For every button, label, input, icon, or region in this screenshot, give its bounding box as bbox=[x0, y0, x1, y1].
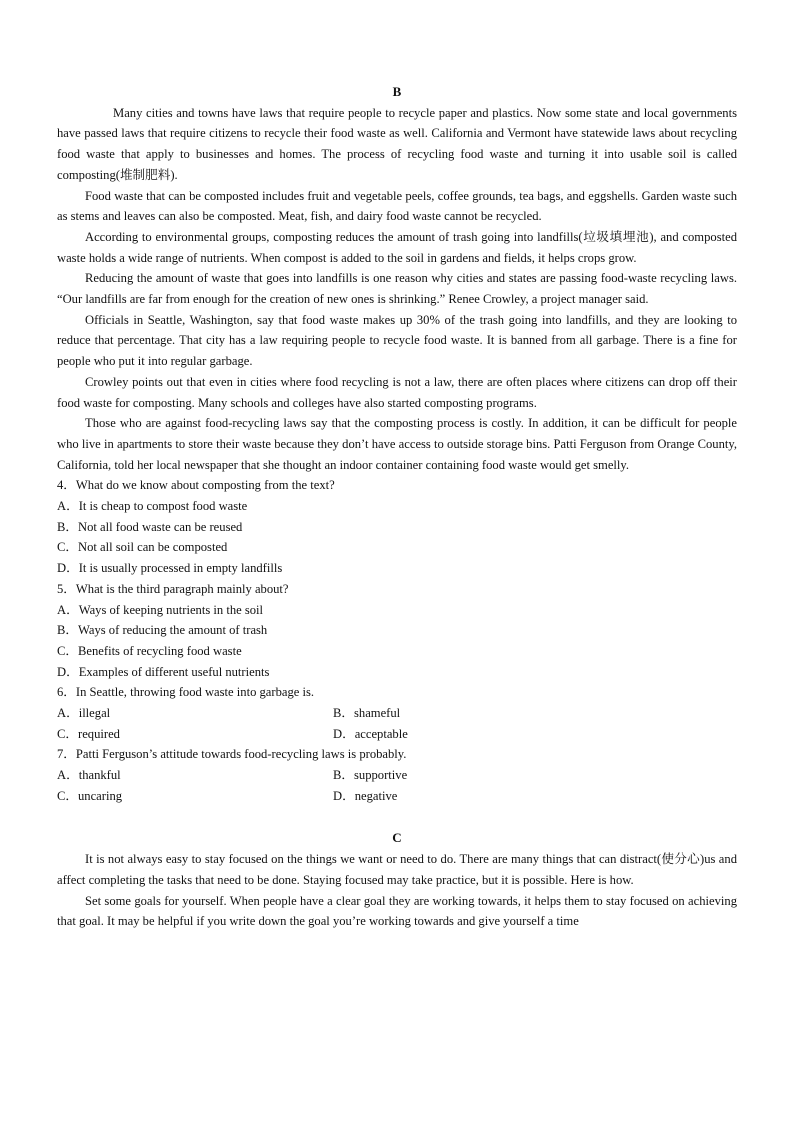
option-b: B．Ways of reducing the amount of trash bbox=[57, 623, 268, 638]
option-d: D．Examples of different useful nutrients bbox=[57, 664, 270, 679]
option-c: C．required bbox=[57, 726, 120, 741]
option-list bbox=[57, 600, 737, 683]
question-stem: 5．What is the third paragraph mainly about? bbox=[57, 581, 289, 596]
section-c-paragraph-1: It is not always easy to stay focused on the things we want or need to do. There are many things that can distract(使分心)us and affect completing the tasks that need to be done. Staying focused may take practice, but it is possible. Here is how. bbox=[57, 852, 737, 887]
option-d: D．negative bbox=[333, 788, 398, 803]
option-a: A．Ways of keeping nutrients in the soil bbox=[57, 602, 264, 617]
section-spacer bbox=[57, 806, 737, 828]
option-b: B．shameful bbox=[333, 705, 401, 720]
option-a: A．illegal bbox=[57, 705, 111, 720]
option-a: A．It is cheap to compost food waste bbox=[57, 499, 248, 514]
section-b-paragraph-1: Many cities and towns have laws that require people to recycle paper and plastics. Now some state and local governments have passed laws that require citizens to recycle their food waste as well. California and Vermont have statewide laws about recycling food waste that apply to businesses and homes. The process of recycling food waste and turning it into usable soil is called composting(堆制肥料). bbox=[57, 105, 737, 182]
question-6 bbox=[57, 682, 737, 744]
question-stem: 6．In Seattle, throwing food waste into garbage is. bbox=[57, 685, 315, 700]
option-grid bbox=[57, 703, 737, 744]
question-4 bbox=[57, 475, 737, 578]
section-b-paragraph-7: Those who are against food-recycling laws say that the composting process is costly. In addition, it can be difficult for people who live in apartments to store their waste because they don’t have access to outside storage bins. Patti Ferguson from Orange County, California, told her local newspaper that she thought an indoor container containing food waste would get smelly. bbox=[57, 416, 737, 472]
section-b-paragraph-3: According to environmental groups, composting reduces the amount of trash going into landfills(垃圾填埋池), and composted waste holds a wide range of nutrients. When compost is added to the soil in gardens and fields, it helps crops grow. bbox=[57, 229, 737, 265]
option-grid bbox=[57, 765, 737, 806]
section-c-title: C bbox=[392, 830, 402, 846]
document-page bbox=[57, 82, 737, 932]
question-stem: 4．What do we know about composting from the text? bbox=[57, 478, 335, 493]
option-d: D．acceptable bbox=[333, 726, 408, 741]
option-a: A．thankful bbox=[57, 768, 121, 783]
question-5 bbox=[57, 579, 737, 682]
section-b-title: B bbox=[392, 84, 402, 99]
option-list bbox=[57, 496, 737, 579]
section-b-paragraph-6: Crowley points out that even in cities where food recycling is not a law, there are often places where citizens can drop off their food waste for composting. Many schools and colleges have also started composting programs. bbox=[57, 374, 737, 410]
option-c: C．Not all soil can be composted bbox=[57, 540, 228, 555]
option-c: C．Benefits of recycling food waste bbox=[57, 643, 242, 658]
option-b: B．supportive bbox=[333, 768, 408, 783]
option-d: D．It is usually processed in empty landfills bbox=[57, 561, 283, 576]
section-b-paragraph-4: Reducing the amount of waste that goes into landfills is one reason why cities and states are passing food-waste recycling laws. “Our landfills are far from enough for the creation of new ones is shrinking.” Renee Crowley, a project manager said. bbox=[57, 271, 737, 307]
option-b: B．Not all food waste can be reused bbox=[57, 519, 243, 534]
section-b-paragraph-5: Officials in Seattle, Washington, say that food waste makes up 30% of the trash going into landfills, and they are looking to reduce that percentage. That city has a law requiring people to recycle food waste. It is banned from all garbage. There is a fine for people who put it into regular garbage. bbox=[57, 312, 737, 369]
question-stem: 7．Patti Ferguson’s attitude towards food-recycling laws is probably. bbox=[57, 747, 407, 762]
section-b-paragraph-2: Food waste that can be composted includes fruit and vegetable peels, coffee grounds, tea bags, and eggshells. Garden waste such as stems and leaves can also be composted. Meat, fish, and dairy food waste cannot be recycled. bbox=[57, 188, 737, 224]
option-c: C．uncaring bbox=[57, 788, 123, 803]
question-7 bbox=[57, 744, 737, 806]
section-c-paragraph-2: Set some goals for yourself. When people have a clear goal they are working towards, it helps them to stay focused on achieving that goal. It may be helpful if you write down the goal you’re working towards and give yourself a time bbox=[57, 893, 737, 929]
